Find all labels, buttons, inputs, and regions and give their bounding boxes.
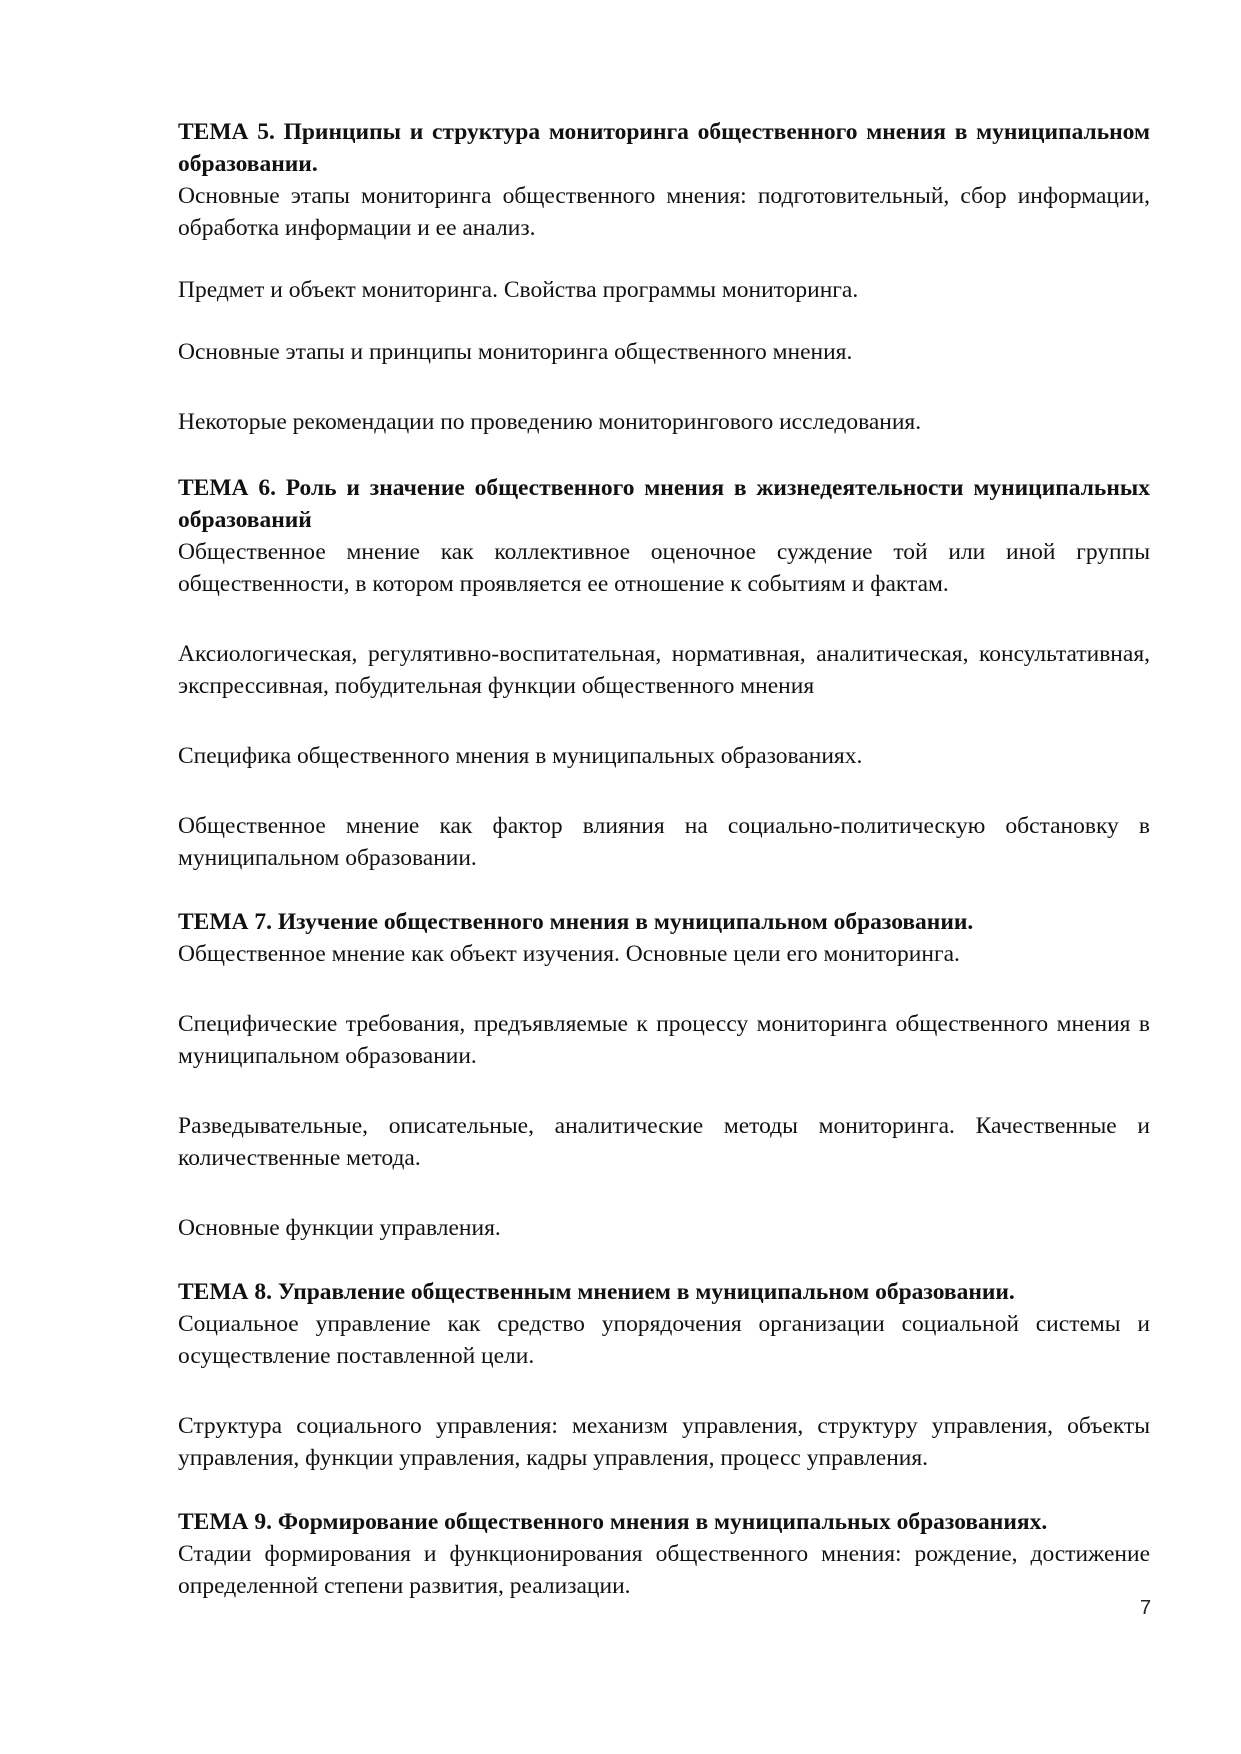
paragraph: Разведывательные, описательные, аналитические методы мониторинга. Качественные и количественные метода. — [178, 1113, 1150, 1171]
section-intro: Социальное управление как средство упорядочения организации социальной системы и осуществление поставленной цели. — [178, 1311, 1150, 1369]
section-tema-7 — [178, 906, 1150, 1244]
paragraph: Общественное мнение как фактор влияния на социально-политическую обстановку в муниципальном образовании. — [178, 813, 1150, 871]
section-heading: ТЕМА 9. Формирование общественного мнения в муниципальных образованиях. — [178, 1509, 1048, 1535]
paragraph: Специфические требования, предъявляемые к процессу мониторинга общественного мнения в муниципальном образовании. — [178, 1011, 1150, 1069]
paragraph: Некоторые рекомендации по проведению мониторингового исследования. — [178, 409, 922, 435]
section-heading: ТЕМА 6. Роль и значение общественного мнения в жизнедеятельности муниципальных образований — [178, 475, 1150, 533]
section-intro: Стадии формирования и функционирования общественного мнения: рождение, достижение определенной степени развития, реализации. — [178, 1541, 1150, 1599]
paragraph: Предмет и объект мониторинга. Свойства программы мониторинга. — [178, 277, 859, 303]
paragraph: Основные этапы и принципы мониторинга общественного мнения. — [178, 339, 853, 365]
section-tema-5 — [178, 116, 1150, 438]
section-intro: Общественное мнение как объект изучения. Основные цели его мониторинга. — [178, 941, 960, 967]
document-page — [178, 116, 1150, 1602]
section-tema-6 — [178, 472, 1150, 874]
paragraph: Специфика общественного мнения в муниципальных образованиях. — [178, 743, 863, 769]
section-heading: ТЕМА 5. Принципы и структура мониторинга общественного мнения в муниципальном образовании. — [178, 119, 1150, 177]
section-heading: ТЕМА 7. Изучение общественного мнения в муниципальном образовании. — [178, 909, 974, 935]
paragraph: Структура социального управления: механизм управления, структуру управления, объекты управления, функции управления, кадры управления, процесс управления. — [178, 1413, 1150, 1471]
section-heading: ТЕМА 8. Управление общественным мнением в муниципальном образовании. — [178, 1279, 1015, 1305]
paragraph: Аксиологическая, регулятивно-воспитательная, нормативная, аналитическая, консультативная, экспрессивная, побудительная функции общественного мнения — [178, 641, 1150, 699]
section-intro: Общественное мнение как коллективное оценочное суждение той или иной группы общественности, в котором проявляется ее отношение к событиям и фактам. — [178, 539, 1150, 597]
section-tema-9 — [178, 1506, 1150, 1602]
section-tema-8 — [178, 1276, 1150, 1474]
paragraph: Основные функции управления. — [178, 1215, 501, 1241]
section-intro: Основные этапы мониторинга общественного мнения: подготовительный, сбор информации, обработка информации и ее анализ. — [178, 183, 1150, 241]
page-number: 7 — [1140, 1597, 1152, 1619]
